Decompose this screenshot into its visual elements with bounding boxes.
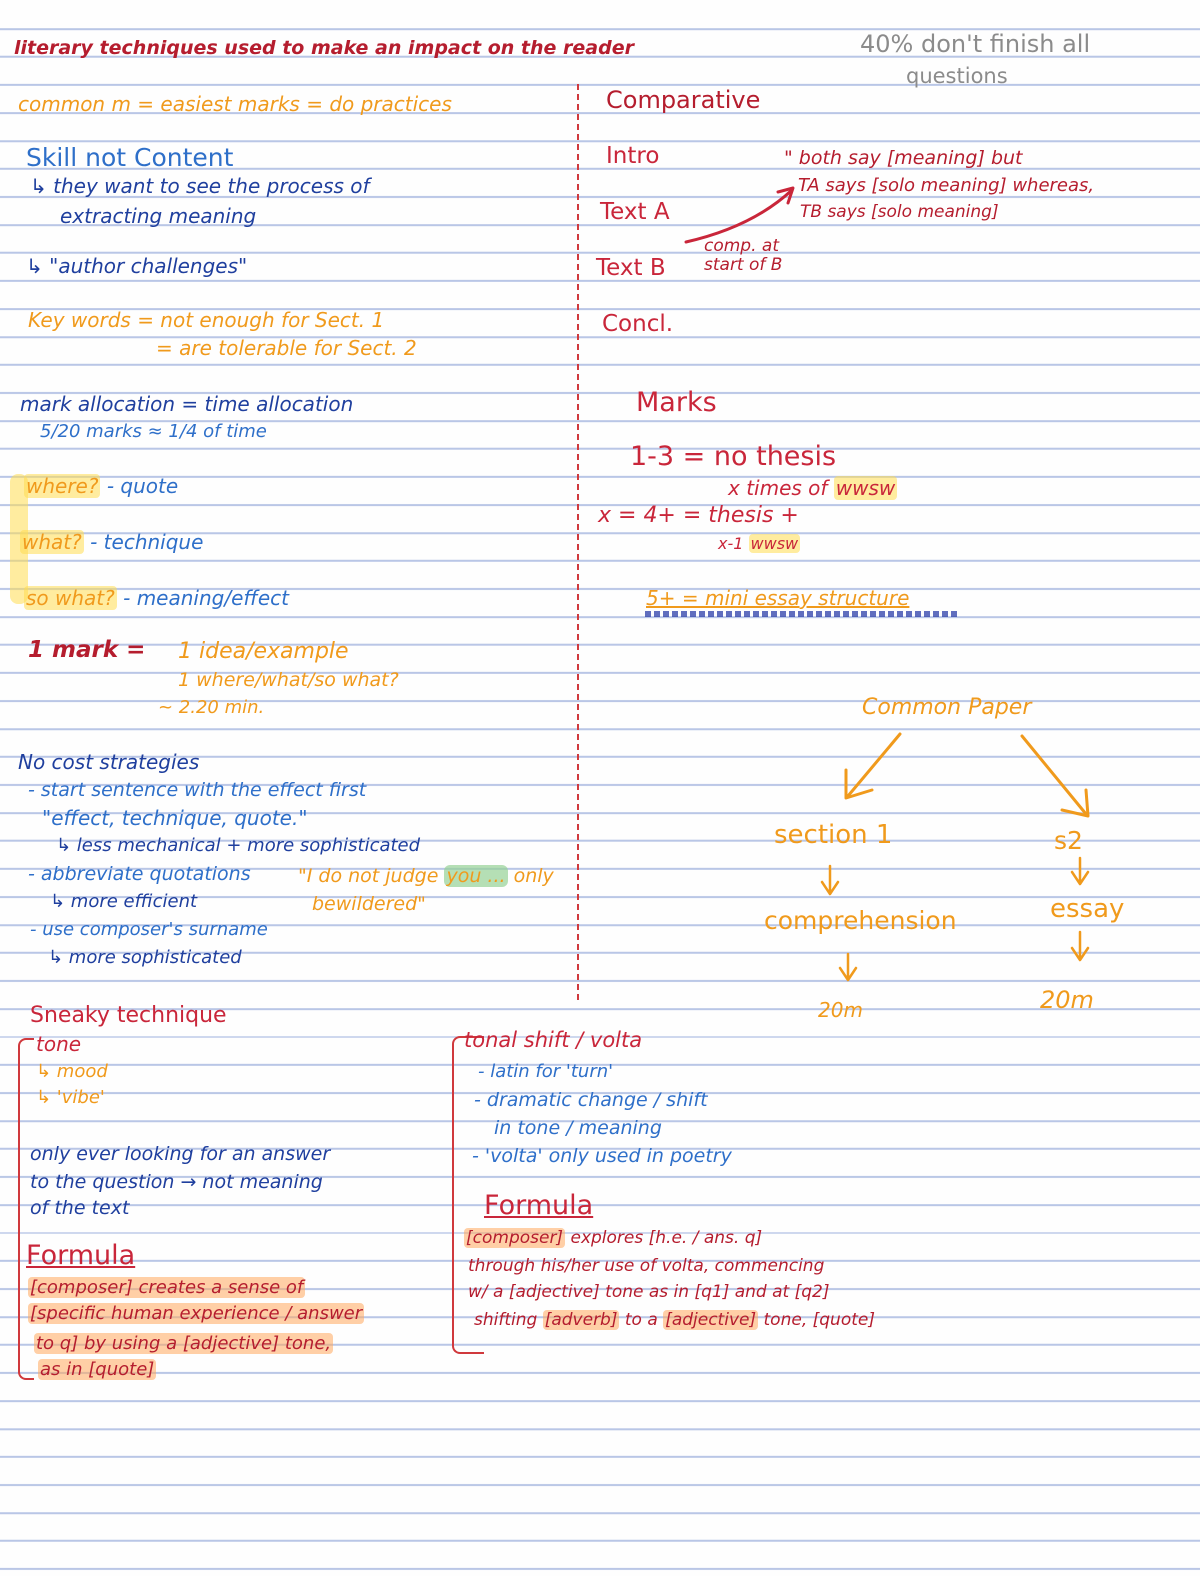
marks-heading: Marks bbox=[636, 387, 717, 418]
comparative-arrow bbox=[686, 190, 792, 242]
mood-label: ↳ mood bbox=[36, 1061, 108, 1082]
formula-right-3: w/ a [adjective] tone as in [q1] and at [q2] bbox=[468, 1282, 830, 1302]
sneaky-heading: Sneaky technique bbox=[30, 1003, 227, 1028]
no-cost-s3: - use composer's surname bbox=[30, 919, 268, 940]
formula-heading-left: Formula bbox=[26, 1240, 136, 1271]
no-cost-s1: - start sentence with the effect first bbox=[28, 779, 367, 801]
vibe-label: ↳ 'vibe' bbox=[36, 1087, 105, 1108]
marks-line-2-text: x times of bbox=[728, 476, 828, 500]
www-a-2: - technique bbox=[90, 530, 204, 554]
keywords-line-1: Key words = not enough for Sect. 1 bbox=[28, 308, 385, 332]
structure-text-a: Text A bbox=[600, 199, 670, 225]
comp-note-line-2: start of B bbox=[704, 255, 783, 275]
formula-right-4d: [adjective] bbox=[665, 1310, 757, 1330]
comp-note-line-1: comp. at bbox=[704, 236, 779, 256]
tree-arrow-right bbox=[1022, 736, 1086, 814]
comp-quote-line-1: " both say [meaning] but bbox=[784, 147, 1023, 169]
skill-heading: Skill not Content bbox=[26, 143, 234, 172]
tree-comprehension: comprehension bbox=[764, 906, 957, 935]
corner-note-line1: 40% don't finish all bbox=[860, 30, 1091, 58]
marks-line-4-hl: wwsw bbox=[750, 534, 799, 553]
structure-text-b: Text B bbox=[596, 255, 666, 281]
only-line-1: only ever looking for an answer bbox=[30, 1143, 331, 1165]
www-q-3: so what? bbox=[26, 586, 115, 610]
comp-quote-line-2: TA says [solo meaning] whereas, bbox=[798, 175, 1095, 196]
page-title: literary techniques used to make an impact on the reader bbox=[14, 37, 634, 59]
www-a-3: - meaning/effect bbox=[123, 586, 289, 610]
tree-s1-marks: 20m bbox=[818, 998, 863, 1022]
no-cost-s3b: ↳ more sophisticated bbox=[48, 947, 242, 968]
skill-line-2: extracting meaning bbox=[60, 204, 257, 228]
tonal-line-2: - dramatic change / shift bbox=[474, 1089, 708, 1111]
comparative-heading: Comparative bbox=[606, 86, 761, 114]
one-mark-line-2: 1 where/what/so what? bbox=[178, 669, 399, 691]
formula-right-4e: tone, [quote] bbox=[763, 1310, 875, 1330]
down-arrow-s2 bbox=[1072, 858, 1088, 884]
formula-right-4b: [adverb] bbox=[544, 1310, 618, 1330]
formula-right-4a: shifting bbox=[474, 1310, 538, 1330]
tree-root: Common Paper bbox=[862, 695, 1032, 720]
formula-left-4-text: as in [quote] bbox=[40, 1359, 155, 1380]
tonal-line-1: - latin for 'turn' bbox=[478, 1061, 614, 1082]
down-arrow-section1 bbox=[822, 866, 838, 894]
tree-arrow-left bbox=[848, 734, 900, 796]
keywords-line-2: = are tolerable for Sect. 2 bbox=[156, 336, 417, 360]
tone-label: tone bbox=[36, 1032, 82, 1056]
one-mark-line-3: ~ 2.20 min. bbox=[158, 697, 265, 718]
tree-s2-marks: 20m bbox=[1040, 986, 1094, 1014]
quote-ellipsis: you ... bbox=[446, 865, 506, 887]
quote-part-a: "I do not judge bbox=[298, 865, 439, 887]
formula-right-1b: explores [h.e. / ans. q] bbox=[570, 1228, 763, 1248]
one-mark-label: 1 mark = bbox=[28, 637, 146, 663]
marks-line-5: 5+ = mini essay structure bbox=[646, 586, 910, 610]
no-cost-heading: No cost strategies bbox=[18, 750, 200, 774]
skill-line-3: ↳ "author challenges" bbox=[26, 254, 248, 278]
no-cost-s1c: ↳ less mechanical + more sophisticated bbox=[56, 835, 421, 856]
tonal-shift-heading: tonal shift / volta bbox=[464, 1028, 643, 1052]
skill-line-1: ↳ they want to see the process of bbox=[30, 174, 370, 198]
down-arrow-essay bbox=[1072, 932, 1088, 960]
tree-section-1: section 1 bbox=[774, 820, 893, 850]
down-arrow-comprehension bbox=[840, 954, 856, 980]
tonal-line-3: in tone / meaning bbox=[494, 1117, 662, 1139]
www-q-2: what? bbox=[22, 530, 82, 554]
tree-s2: s2 bbox=[1054, 826, 1083, 855]
mark-alloc-line-1: mark allocation = time allocation bbox=[20, 392, 354, 416]
formula-heading-right: Formula bbox=[484, 1190, 594, 1221]
tree-essay: essay bbox=[1050, 894, 1125, 924]
www-q-1: where? bbox=[26, 474, 99, 498]
marks-line-2-hl: wwsw bbox=[835, 476, 896, 500]
no-cost-s2b: ↳ more efficient bbox=[50, 891, 198, 912]
structure-intro: Intro bbox=[606, 143, 660, 169]
formula-right-4c: to a bbox=[624, 1310, 658, 1330]
formula-left-3-text: to q] by using a [adjective] tone, bbox=[36, 1333, 332, 1354]
only-line-3: of the text bbox=[30, 1197, 130, 1219]
corner-note-line2: questions bbox=[906, 64, 1008, 88]
one-mark-line-1: 1 idea/example bbox=[178, 639, 349, 664]
formula-left-1-text: [composer] creates a sense of bbox=[30, 1277, 304, 1298]
no-cost-s1b: "effect, technique, quote." bbox=[42, 806, 308, 830]
no-cost-s2: - abbreviate quotations bbox=[28, 863, 251, 885]
www-a-1: - quote bbox=[106, 474, 179, 498]
common-m-note: common m = easiest marks = do practices bbox=[18, 92, 452, 116]
formula-left-2-text: [specific human experience / answer bbox=[30, 1303, 363, 1324]
comp-quote-line-3: TB says [solo meaning] bbox=[800, 202, 999, 222]
structure-concl: Concl. bbox=[602, 311, 674, 337]
only-line-2: to the question → not meaning bbox=[30, 1171, 323, 1193]
formula-right-2: through his/her use of volta, commencing bbox=[468, 1256, 825, 1276]
marks-line-1: 1-3 = no thesis bbox=[630, 441, 837, 472]
no-cost-quote-end: bewildered" bbox=[312, 893, 426, 915]
marks-line-4-text: x-1 bbox=[718, 534, 744, 553]
tonal-line-4: - 'volta' only used in poetry bbox=[472, 1145, 732, 1167]
formula-right-1a: [composer] bbox=[466, 1228, 564, 1248]
marks-line-3: x = 4+ = thesis + bbox=[598, 503, 799, 528]
quote-part-b: only bbox=[513, 865, 554, 887]
mark-alloc-line-2: 5/20 marks ≈ 1/4 of time bbox=[40, 421, 267, 442]
